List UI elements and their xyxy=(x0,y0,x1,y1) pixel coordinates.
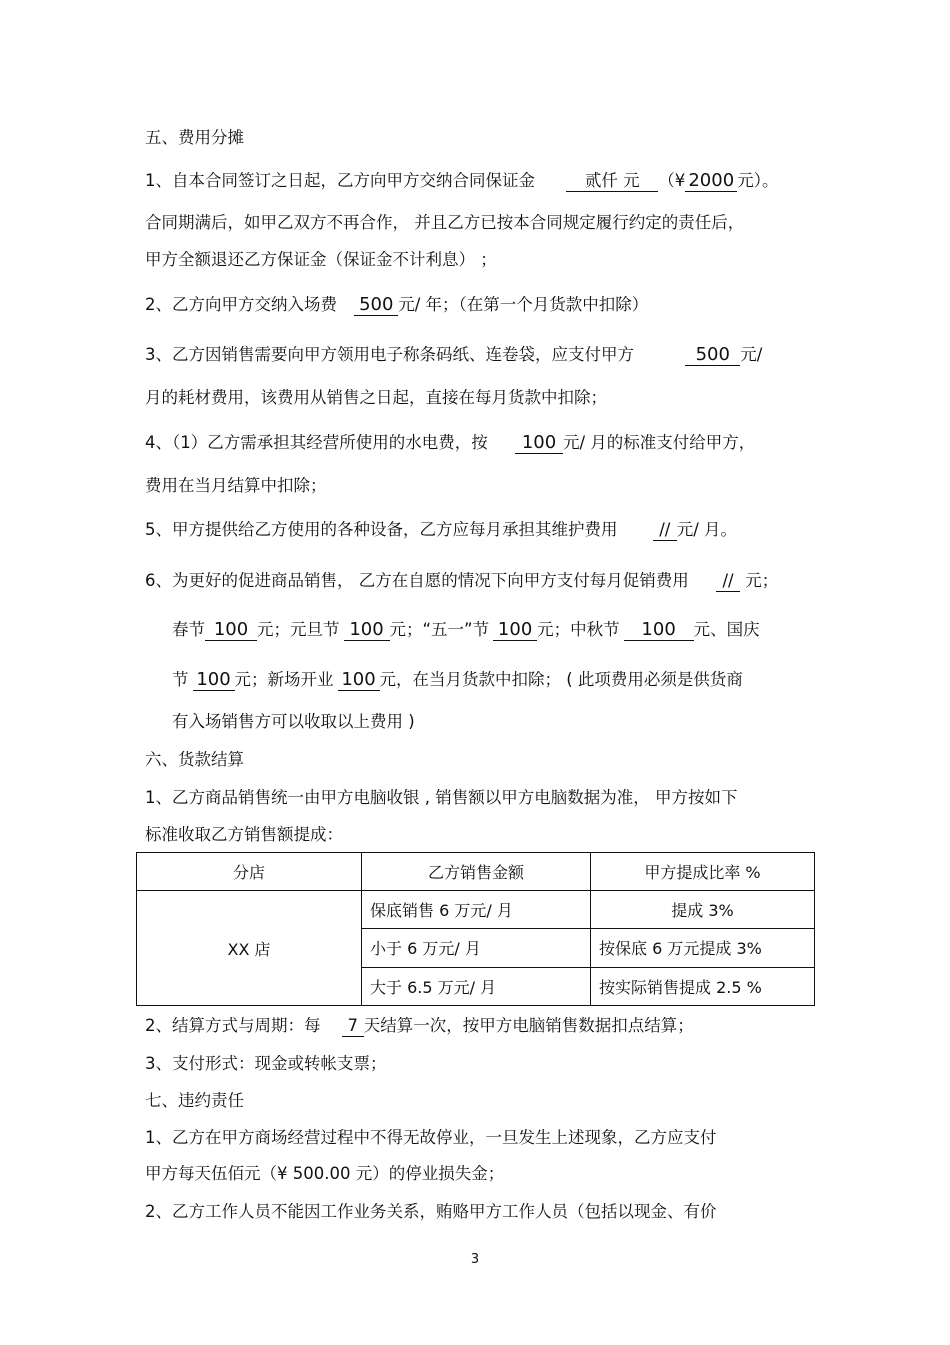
may-day-fee-blank: 100 xyxy=(493,620,537,641)
clause-text: 元）。 xyxy=(737,171,779,190)
page-number: 3 xyxy=(470,1252,480,1267)
sales-amount-cell: 大于 6.5 万元/ 月 xyxy=(362,967,591,1005)
store-opening-fee-blank: 100 xyxy=(338,670,380,691)
clause-5-4-line-2: 费用在当月结算中扣除； xyxy=(145,476,327,495)
new-year-fee-blank: 100 xyxy=(344,620,390,641)
spring-festival-fee-blank: 100 xyxy=(205,620,257,641)
clause-text: 6、为更好的促进商品销售， 乙方在自愿的情况下向甲方支付每月促销费用 xyxy=(145,571,689,590)
material-fee-blank: 500 xyxy=(685,345,740,366)
deposit-amount-blank: 2000 xyxy=(685,171,737,192)
clause-text: 3、乙方因销售需要向甲方领用电子称条码纸、连卷袋，应支付甲方 xyxy=(145,345,634,364)
promotion-fee-blank: // xyxy=(716,571,740,592)
maintenance-fee-blank: // xyxy=(653,520,677,541)
fee-label: 元；元旦节 xyxy=(257,620,340,639)
commission-rate-cell: 按保底 6 万元提成 3% xyxy=(591,929,815,967)
fee-label: 元；新场开业 xyxy=(234,670,334,689)
clause-5-6-line-1 xyxy=(145,570,778,592)
column-header: 乙方销售金额 xyxy=(362,853,591,891)
commission-rate-cell: 按实际销售提成 2.5 % xyxy=(591,967,815,1005)
settlement-days-blank: 7 xyxy=(342,1016,364,1037)
clause-6-2 xyxy=(145,1015,694,1037)
clause-text: 1、自本合同签订之日起，乙方向甲方交纳合同保证金 xyxy=(145,171,535,190)
clause-7-1-line-1: 1、乙方在甲方商场经营过程中不得无故停业，一旦发生上述现象，乙方应支付 xyxy=(145,1128,717,1147)
clause-5-6-line-4: 有入场销售方可以收取以上费用 ) xyxy=(172,712,415,731)
clause-6-1-line-2: 标准收取乙方销售额提成： xyxy=(145,825,343,844)
utility-fee-blank: 100 xyxy=(515,433,563,454)
clause-5-1-line-3: 甲方全额退还乙方保证金（保证金不计利息） ； xyxy=(145,250,497,269)
section-heading: 六、货款结算 xyxy=(145,750,244,769)
fee-label: 元；“五一”节 xyxy=(389,620,490,639)
clause-5-6-line-2 xyxy=(172,619,760,641)
clause-7-2-line-1: 2、乙方工作人员不能因工作业务关系，贿赂甲方工作人员（包括以现金、有价 xyxy=(145,1202,717,1221)
clause-text: （¥ xyxy=(658,171,686,190)
clause-text: 元，在当月货款中扣除； ( 此项费用必须是供货商 xyxy=(379,670,743,689)
entry-fee-blank: 500 xyxy=(354,295,398,316)
commission-rate-cell: 提成 3% xyxy=(591,891,815,929)
clause-5-5 xyxy=(145,519,737,541)
clause-7-1-line-2: 甲方每天伍佰元（¥ 500.00 元）的停业损失金； xyxy=(145,1164,505,1183)
sales-amount-cell: 保底销售 6 万元/ 月 xyxy=(362,891,591,929)
mid-autumn-fee-blank: 100 xyxy=(624,620,694,641)
clause-5-4-line-1 xyxy=(145,432,755,454)
clause-text: 元/ xyxy=(740,345,763,364)
clause-text: 元； xyxy=(745,571,779,590)
clause-5-6-line-3 xyxy=(172,669,743,691)
clause-text: 天结算一次，按甲方电脑销售数据扣点结算； xyxy=(363,1016,694,1035)
table-row xyxy=(137,891,815,929)
commission-table xyxy=(136,852,815,1006)
fee-label: 元、国庆 xyxy=(693,620,760,639)
clause-5-1-line-1 xyxy=(145,170,779,192)
clause-5-2 xyxy=(145,294,648,316)
column-header: 分店 xyxy=(137,853,362,891)
clause-text: 4、（1）乙方需承担其经营所使用的水电费，按 xyxy=(145,433,488,452)
sales-amount-cell: 小于 6 万元/ 月 xyxy=(362,929,591,967)
clause-text: 5、甲方提供给乙方使用的各种设备，乙方应每月承担其维护费用 xyxy=(145,520,618,539)
store-cell: XX 店 xyxy=(137,891,362,1006)
fee-label: 节 xyxy=(172,670,189,689)
section-heading: 五、费用分摊 xyxy=(145,128,244,147)
clause-text: 2、乙方向甲方交纳入场费 xyxy=(145,295,337,314)
clause-5-3-line-2: 月的耗材费用，该费用从销售之日起，直接在每月货款中扣除； xyxy=(145,388,607,407)
clause-6-3: 3、支付形式：现金或转帐支票； xyxy=(145,1054,387,1073)
table-header-row xyxy=(137,853,815,891)
clause-text: 2、结算方式与周期：每 xyxy=(145,1016,321,1035)
fee-label: 春节 xyxy=(172,620,205,639)
column-header: 甲方提成比率 % xyxy=(591,853,815,891)
deposit-words-blank: 贰仟 元 xyxy=(566,171,658,192)
clause-text: 元/ 年；（在第一个月货款中扣除） xyxy=(398,295,649,314)
section-heading: 七、违约责任 xyxy=(145,1091,244,1110)
clause-6-1-line-1: 1、乙方商品销售统一由甲方电脑收银 , 销售额以甲方电脑数据为准， 甲方按如下 xyxy=(145,788,738,807)
clause-5-3-line-1 xyxy=(145,344,762,366)
clause-text: 元/ 月的标准支付给甲方， xyxy=(563,433,756,452)
clause-text: 元/ 月。 xyxy=(676,520,738,539)
clause-5-1-line-2: 合同期满后，如甲乙双方不再合作， 并且乙方已按本合同规定履行约定的责任后， xyxy=(145,213,745,232)
fee-label: 元；中秋节 xyxy=(537,620,620,639)
national-day-fee-blank: 100 xyxy=(193,670,235,691)
